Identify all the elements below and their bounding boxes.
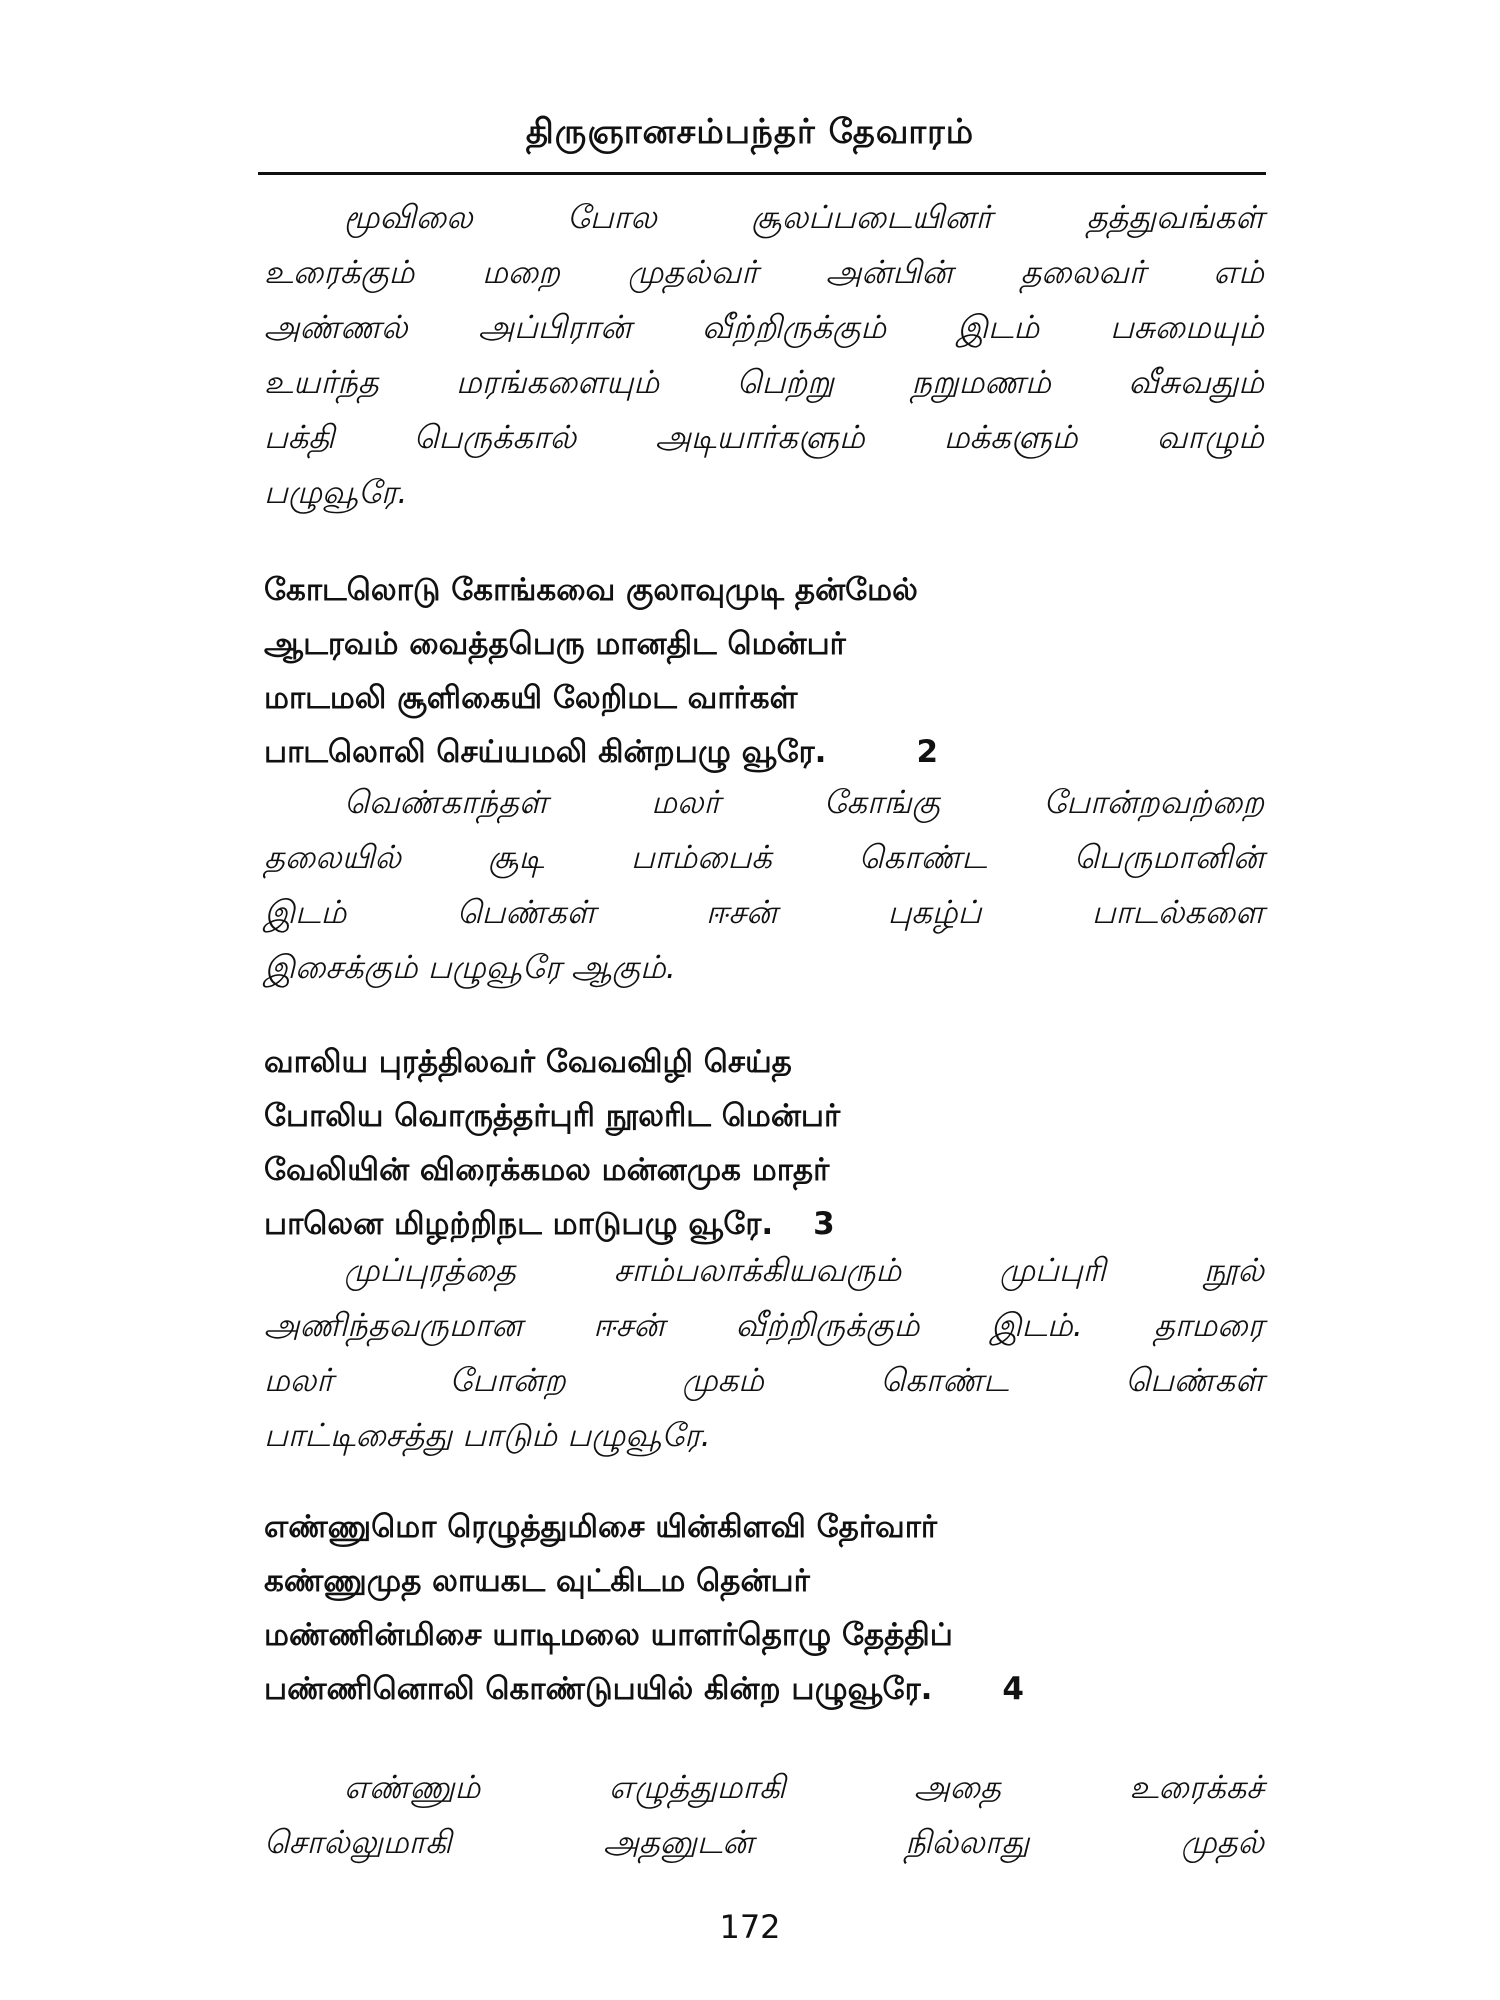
verse-line: ஆடரவம் வைத்தபெரு மானதிட மென்பர் bbox=[264, 626, 846, 662]
commentary-line: வெண்காந்தள் மலர் கோங்கு போன்றவற்றை bbox=[344, 783, 1264, 821]
commentary-line: உரைக்கும் மறை முதல்வர் அன்பின் தலைவர் எம் bbox=[264, 253, 1264, 291]
commentary-line: பாட்டிசைத்து பாடும் பழுவூரே. bbox=[264, 1416, 711, 1454]
verse-line: எண்ணுமொ ரெழுத்துமிசை யின்கிளவி தேர்வார் bbox=[264, 1509, 938, 1545]
commentary-line: தலையில் சூடி பாம்பைக் கொண்ட பெருமானின் bbox=[264, 838, 1264, 876]
commentary-line: மலர் போன்ற முகம் கொண்ட பெண்கள் bbox=[264, 1361, 1264, 1399]
header-divider bbox=[258, 172, 1266, 175]
commentary-block-1 bbox=[264, 190, 1264, 520]
verse-line: மாடமலி சூளிகையி லேறிமட வார்கள் bbox=[264, 680, 798, 716]
verse-block-3 bbox=[264, 1035, 1264, 1251]
verse-line bbox=[264, 725, 1264, 779]
commentary-line: சொல்லுமாகி அதனுடன் நில்லாது முதல் bbox=[264, 1823, 1264, 1861]
verse-block-2 bbox=[264, 563, 1264, 779]
commentary-line: பக்தி பெருக்கால் அடியார்களும் மக்களும் வாழும் bbox=[264, 418, 1264, 456]
commentary-line: இடம் பெண்கள் ஈசன் புகழ்ப் பாடல்களை bbox=[264, 893, 1264, 931]
verse-line: கண்ணுமுத லாயகட வுட்கிடம தென்பர் bbox=[264, 1563, 810, 1599]
commentary-line: அணிந்தவருமான ஈசன் வீற்றிருக்கும் இடம். தாமரை bbox=[264, 1306, 1264, 1344]
verse-line: போலிய வொருத்தர்புரி நூலரிட மென்பர் bbox=[264, 1098, 841, 1134]
verse-line: வேலியின் விரைக்கமல மன்னமுக மாதர் bbox=[264, 1152, 830, 1188]
commentary-line: முப்புரத்தை சாம்பலாக்கியவரும் முப்புரி நூல் bbox=[344, 1251, 1264, 1289]
commentary-block-4 bbox=[264, 1760, 1264, 1870]
verse-line: கோடலொடு கோங்கவை குலாவுமுடி தன்மேல் bbox=[264, 572, 918, 608]
commentary-line: எண்ணும் எழுத்துமாகி அதை உரைக்கச் bbox=[344, 1768, 1264, 1806]
page-number: 172 bbox=[719, 1908, 781, 1946]
verse-line: மண்ணின்மிசை யாடிமலை யாளர்தொழு தேத்திப் bbox=[264, 1617, 953, 1653]
verse-number: 4 bbox=[1002, 1671, 1024, 1707]
commentary-line: பழுவூரே. bbox=[264, 473, 408, 511]
commentary-block-3 bbox=[264, 1243, 1264, 1463]
commentary-block-2 bbox=[264, 775, 1264, 995]
page-title: திருஞானசம்பந்தர் தேவாரம் bbox=[525, 112, 975, 152]
verse-line-text: பண்ணினொலி கொண்டுபயில் கின்ற பழுவூரே. bbox=[264, 1671, 933, 1707]
commentary-line: உயர்ந்த மரங்களையும் பெற்று நறுமணம் வீசுவதும் bbox=[264, 363, 1264, 401]
verse-line: வாலிய புரத்திலவர் வேவவிழி செய்த bbox=[264, 1044, 792, 1080]
verse-number: 2 bbox=[916, 734, 939, 770]
verse-line-text: பாலென மிழற்றிநட மாடுபழு வூரே. bbox=[264, 1206, 774, 1242]
commentary-line: அண்ணல் அப்பிரான் வீற்றிருக்கும் இடம் பசுமையும் bbox=[264, 308, 1264, 346]
verse-block-4 bbox=[264, 1500, 1264, 1716]
verse-number: 3 bbox=[813, 1206, 835, 1242]
verse-line-text: பாடலொலி செய்யமலி கின்றபழு வூரே. bbox=[264, 734, 827, 770]
verse-line bbox=[264, 1662, 1264, 1716]
commentary-line: மூவிலை போல சூலப்படையினர் தத்துவங்கள் bbox=[344, 198, 1264, 236]
commentary-line: இசைக்கும் பழுவூரே ஆகும். bbox=[264, 948, 676, 986]
